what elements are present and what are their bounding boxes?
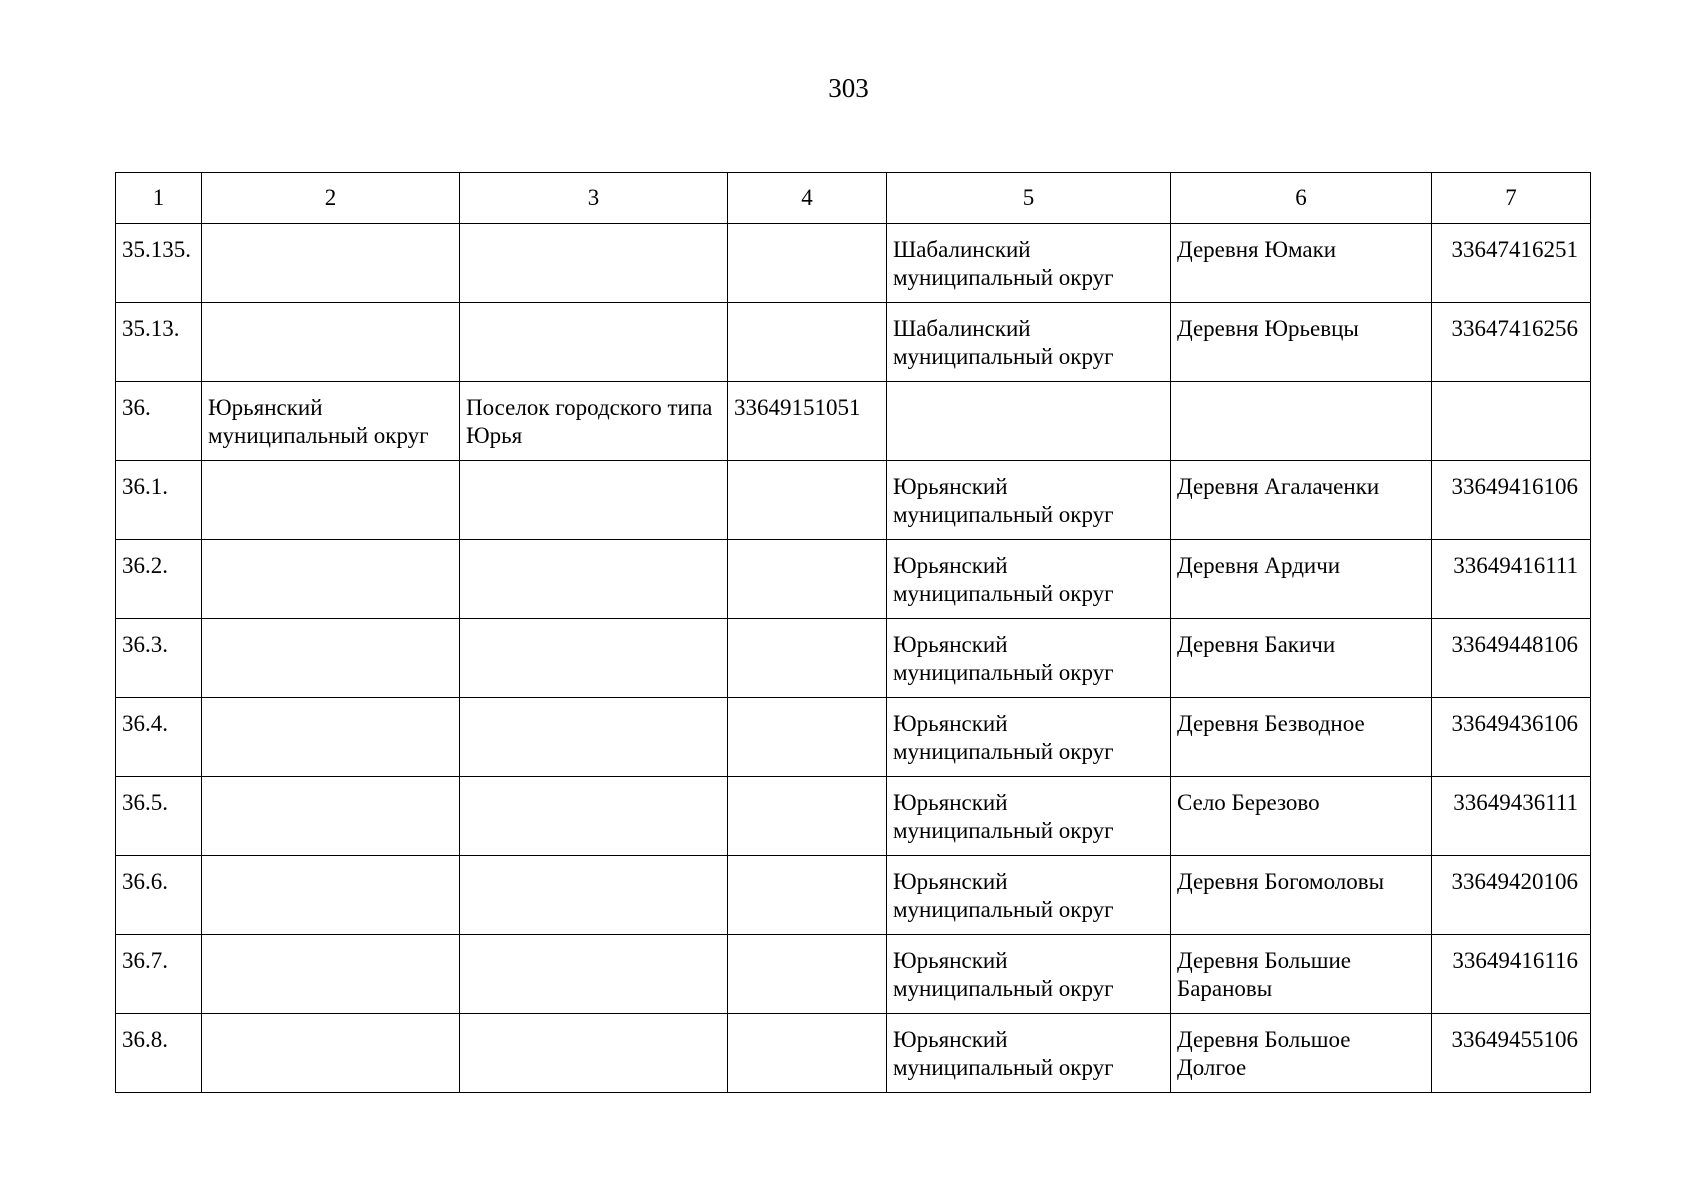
settlement-cell — [460, 1014, 728, 1093]
municipality-cell: Юрьянский муниципальный округ — [887, 856, 1171, 935]
municipality-cell: Юрьянский муниципальный округ — [887, 540, 1171, 619]
municipality-cell: Юрьянский муниципальный округ — [887, 935, 1171, 1014]
district-cell — [202, 698, 460, 777]
registry-table — [115, 172, 1591, 1093]
municipality-cell: Юрьянский муниципальный округ — [887, 619, 1171, 698]
locality-cell: Деревня Большие Барановы — [1171, 935, 1432, 1014]
district-cell — [202, 461, 460, 540]
settlement-code-cell — [728, 1014, 887, 1093]
locality-cell: Деревня Безводное — [1171, 698, 1432, 777]
settlement-code-cell — [728, 935, 887, 1014]
settlement-cell — [460, 777, 728, 856]
locality-code-cell: 33649416106 — [1432, 461, 1591, 540]
locality-code-cell: 33649448106 — [1432, 619, 1591, 698]
locality-cell: Деревня Юмаки — [1171, 224, 1432, 303]
settlement-code-cell — [728, 303, 887, 382]
settlement-code-cell — [728, 698, 887, 777]
municipality-cell: Юрьянский муниципальный округ — [887, 698, 1171, 777]
municipality-cell — [887, 382, 1171, 461]
settlement-code-cell — [728, 777, 887, 856]
settlement-code-cell — [728, 224, 887, 303]
district-cell — [202, 777, 460, 856]
row-number-cell: 36.8. — [116, 1014, 202, 1093]
municipality-cell: Шабалинский муниципальный округ — [887, 303, 1171, 382]
table-row — [116, 777, 1591, 856]
settlement-cell — [460, 461, 728, 540]
settlement-cell — [460, 856, 728, 935]
locality-code-cell: 33649455106 — [1432, 1014, 1591, 1093]
district-cell — [202, 540, 460, 619]
locality-cell: Деревня Ардичи — [1171, 540, 1432, 619]
row-number-cell: 36.7. — [116, 935, 202, 1014]
settlement-code-cell — [728, 856, 887, 935]
table-row — [116, 382, 1591, 461]
row-number-cell: 36.1. — [116, 461, 202, 540]
table-row — [116, 540, 1591, 619]
locality-code-cell — [1432, 382, 1591, 461]
header-cell-3: 3 — [460, 173, 728, 224]
locality-code-cell: 33649420106 — [1432, 856, 1591, 935]
locality-cell: Деревня Большое Долгое — [1171, 1014, 1432, 1093]
table-row — [116, 303, 1591, 382]
district-cell: Юрьянский муниципальный округ — [202, 382, 460, 461]
municipality-cell: Юрьянский муниципальный округ — [887, 461, 1171, 540]
locality-cell: Деревня Агалаченки — [1171, 461, 1432, 540]
row-number-cell: 35.135. — [116, 224, 202, 303]
locality-cell: Деревня Бакичи — [1171, 619, 1432, 698]
row-number-cell: 36.2. — [116, 540, 202, 619]
table-row — [116, 461, 1591, 540]
settlement-cell — [460, 698, 728, 777]
row-number-cell: 35.13. — [116, 303, 202, 382]
header-cell-1: 1 — [116, 173, 202, 224]
settlement-code-cell: 33649151051 — [728, 382, 887, 461]
settlement-cell — [460, 224, 728, 303]
row-number-cell: 36.4. — [116, 698, 202, 777]
locality-code-cell: 33647416251 — [1432, 224, 1591, 303]
district-cell — [202, 935, 460, 1014]
row-number-cell: 36. — [116, 382, 202, 461]
header-cell-6: 6 — [1171, 173, 1432, 224]
table-row — [116, 224, 1591, 303]
settlement-cell — [460, 303, 728, 382]
municipality-cell: Юрьянский муниципальный округ — [887, 1014, 1171, 1093]
table-row — [116, 698, 1591, 777]
page-number: 303 — [828, 73, 869, 103]
locality-code-cell: 33649416111 — [1432, 540, 1591, 619]
district-cell — [202, 619, 460, 698]
locality-code-cell: 33647416256 — [1432, 303, 1591, 382]
district-cell — [202, 856, 460, 935]
table-row — [116, 619, 1591, 698]
table-row — [116, 935, 1591, 1014]
settlement-code-cell — [728, 540, 887, 619]
district-cell — [202, 303, 460, 382]
table-header-row — [116, 173, 1591, 224]
settlement-code-cell — [728, 461, 887, 540]
locality-code-cell: 33649436106 — [1432, 698, 1591, 777]
row-number-cell: 36.5. — [116, 777, 202, 856]
table-row — [116, 856, 1591, 935]
settlement-cell — [460, 619, 728, 698]
row-number-cell: 36.6. — [116, 856, 202, 935]
table-body — [116, 173, 1591, 1093]
settlement-code-cell — [728, 619, 887, 698]
table-row — [116, 1014, 1591, 1093]
locality-code-cell: 33649436111 — [1432, 777, 1591, 856]
header-cell-4: 4 — [728, 173, 887, 224]
municipality-cell: Шабалинский муниципальный округ — [887, 224, 1171, 303]
district-cell — [202, 1014, 460, 1093]
settlement-cell — [460, 935, 728, 1014]
locality-code-cell: 33649416116 — [1432, 935, 1591, 1014]
settlement-cell: Поселок городского типа Юрья — [460, 382, 728, 461]
district-cell — [202, 224, 460, 303]
settlement-cell — [460, 540, 728, 619]
locality-cell: Село Березово — [1171, 777, 1432, 856]
row-number-cell: 36.3. — [116, 619, 202, 698]
locality-cell: Деревня Богомоловы — [1171, 856, 1432, 935]
header-cell-7: 7 — [1432, 173, 1591, 224]
header-cell-2: 2 — [202, 173, 460, 224]
municipality-cell: Юрьянский муниципальный округ — [887, 777, 1171, 856]
header-cell-5: 5 — [887, 173, 1171, 224]
locality-cell: Деревня Юрьевцы — [1171, 303, 1432, 382]
locality-cell — [1171, 382, 1432, 461]
